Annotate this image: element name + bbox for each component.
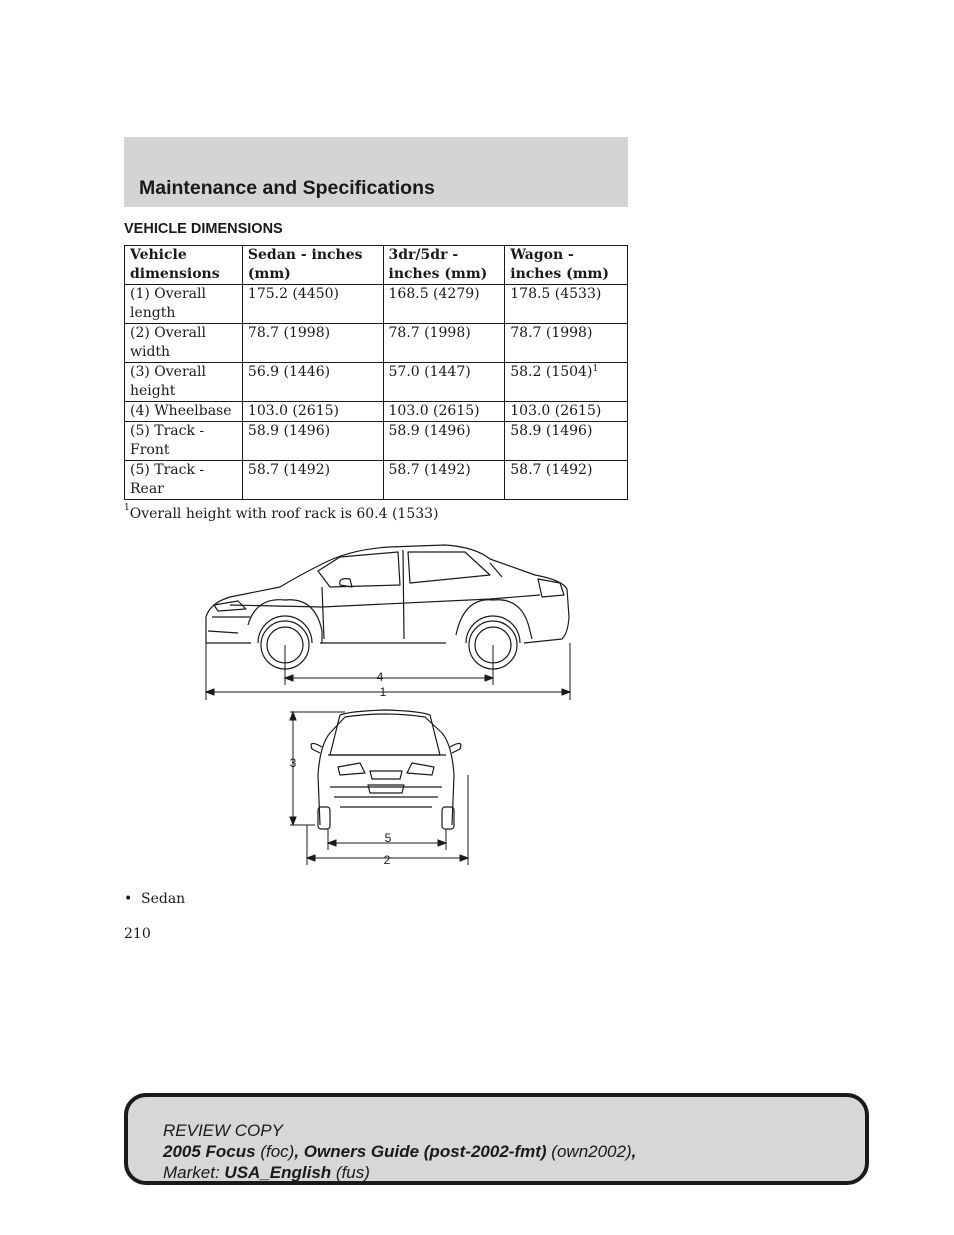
section-header-band xyxy=(124,137,628,207)
model-name: 2005 Focus xyxy=(163,1142,256,1161)
table-header-row xyxy=(125,246,628,285)
table-row xyxy=(125,324,628,363)
guide-name: Owners Guide (post-2002-fmt) xyxy=(303,1142,547,1161)
bullet-text: Sedan xyxy=(141,891,186,907)
table-row xyxy=(125,363,628,402)
table-cell: 58.7 (1492) xyxy=(383,461,505,500)
bullet-item xyxy=(124,891,185,907)
table-cell: 178.5 (4533) xyxy=(505,285,628,324)
bullet-dot: • xyxy=(124,891,133,907)
guide-code: (own2002) xyxy=(551,1142,632,1161)
table-row xyxy=(125,422,628,461)
sedan-side-view-illustration xyxy=(206,545,569,643)
table-cell: 103.0 (2615) xyxy=(383,402,505,422)
track-dimension-label: 5 xyxy=(384,831,392,845)
table-cell: 175.2 (4450) xyxy=(242,285,383,324)
table-cell: (5) Track - Front xyxy=(125,422,243,461)
table-cell: (5) Track - Rear xyxy=(125,461,243,500)
section-heading: VEHICLE DIMENSIONS xyxy=(124,221,283,237)
footnote-marker: 1 xyxy=(592,364,599,374)
table-cell: 56.9 (1446) xyxy=(242,363,383,402)
table-cell: 58.9 (1496) xyxy=(383,422,505,461)
table-cell: 58.7 (1492) xyxy=(505,461,628,500)
review-copy-label: REVIEW COPY xyxy=(163,1121,283,1140)
review-market-line xyxy=(163,1163,370,1183)
table-cell: (1) Overall length xyxy=(125,285,243,324)
table-header-cell: Wagon - inches (mm) xyxy=(505,246,628,285)
table-row xyxy=(125,402,628,422)
table-cell: 103.0 (2615) xyxy=(242,402,383,422)
footnote-marker: 1 xyxy=(124,503,130,513)
dimension-lines-front xyxy=(290,712,468,865)
dimensions-table xyxy=(124,245,628,500)
height-dimension-label: 3 xyxy=(289,756,297,770)
footnote xyxy=(124,503,439,522)
vehicle-dimensions-figure xyxy=(190,535,590,875)
market-name: USA_English xyxy=(224,1163,332,1182)
table-cell-wagon-height xyxy=(505,363,628,402)
separator: , xyxy=(294,1142,304,1161)
market-label: Market: xyxy=(163,1163,220,1182)
table-cell: 57.0 (1447) xyxy=(383,363,505,402)
table-cell: 103.0 (2615) xyxy=(505,402,628,422)
table-cell: (4) Wheelbase xyxy=(125,402,243,422)
market-code: (fus) xyxy=(335,1163,370,1182)
table-row xyxy=(125,285,628,324)
table-cell: 58.7 (1492) xyxy=(242,461,383,500)
table-header-cell: Sedan - inches (mm) xyxy=(242,246,383,285)
table-cell: 168.5 (4279) xyxy=(383,285,505,324)
dimension-lines-side xyxy=(206,643,570,700)
width-dimension-label: 2 xyxy=(383,853,391,867)
footnote-text: Overall height with roof rack is 60.4 (1533) xyxy=(129,506,439,522)
table-cell: 78.7 (1998) xyxy=(242,324,383,363)
length-dimension-label: 1 xyxy=(379,685,387,699)
wheelbase-dimension-label: 4 xyxy=(376,670,384,684)
model-code: (foc) xyxy=(260,1142,295,1161)
cell-value: 58.2 (1504) xyxy=(510,364,593,380)
review-model-line xyxy=(163,1142,636,1162)
sedan-front-view-illustration xyxy=(311,710,461,829)
table-cell: 58.9 (1496) xyxy=(505,422,628,461)
table-header-cell: Vehicle dimensions xyxy=(125,246,243,285)
table-cell: 78.7 (1998) xyxy=(383,324,505,363)
page-number: 210 xyxy=(124,926,151,942)
table-cell: (3) Overall height xyxy=(125,363,243,402)
table-cell: (2) Overall width xyxy=(125,324,243,363)
table-cell: 58.9 (1496) xyxy=(242,422,383,461)
page-title: Maintenance and Specifications xyxy=(139,177,435,199)
table-cell: 78.7 (1998) xyxy=(505,324,628,363)
separator: , xyxy=(631,1142,637,1161)
review-copy-box xyxy=(124,1093,869,1185)
table-row xyxy=(125,461,628,500)
sedan-wheels xyxy=(261,621,517,669)
table-header-cell: 3dr/5dr - inches (mm) xyxy=(383,246,505,285)
